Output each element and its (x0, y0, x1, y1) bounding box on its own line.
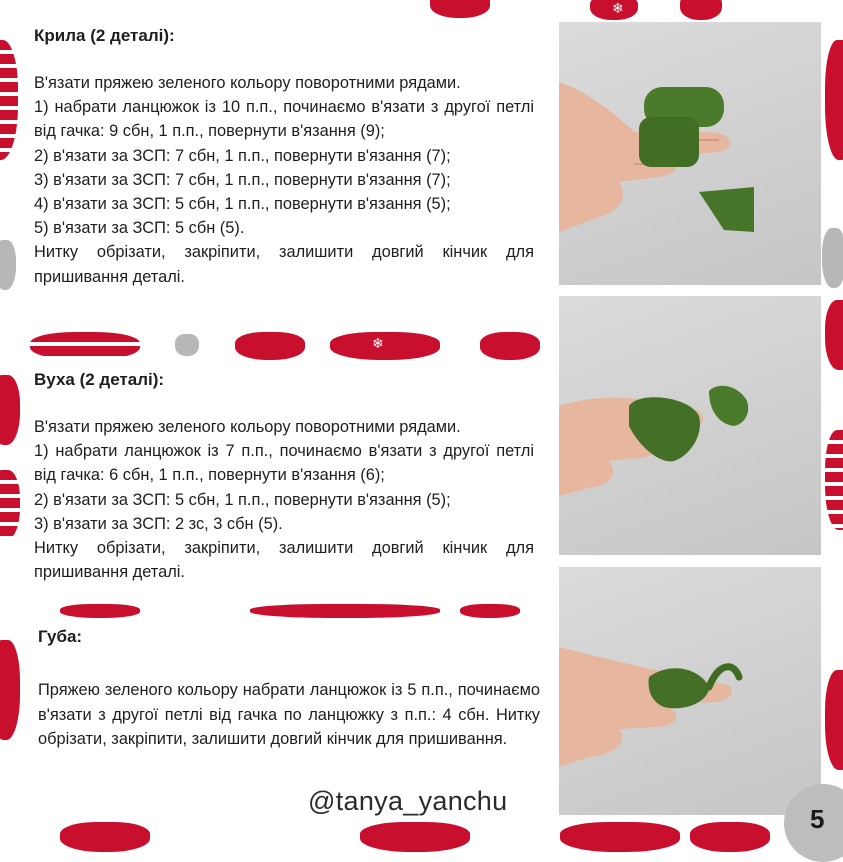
mug-decoration (460, 604, 520, 618)
lip-title: Губа: (38, 627, 83, 646)
mitten-decoration (0, 375, 20, 445)
mitten-decoration (560, 822, 680, 852)
mitten-decoration (430, 0, 490, 18)
mitten-decoration (0, 470, 20, 540)
mitten-decoration (60, 604, 140, 618)
mitten-decoration (825, 430, 843, 530)
instruction-line: Нитку обрізати, закріпити, залишити довгий кінчик для пришивання деталі. (34, 243, 534, 286)
instruction-line: Нитку обрізати, закріпити, залишити довгий кінчик для пришивання деталі. (34, 539, 534, 582)
ear-photo (559, 296, 821, 555)
instruction-line: 4) в'язати за ЗСП: 5 сбн, 1 п.п., повернути в'язання (5); (34, 195, 451, 214)
instruction-line: 5) в'язати за ЗСП: 5 сбн (5). (34, 219, 245, 238)
mitten-decoration (690, 822, 770, 852)
hand-holding-wings-illustration (559, 22, 821, 285)
sweater-decoration (250, 604, 440, 618)
ear-section (23, 362, 546, 602)
lip-instructions (38, 678, 540, 752)
mitten-decoration (0, 640, 20, 740)
instruction-line: 1) набрати ланцюжок із 10 п.п., починаємо в'язати з другої петлі від гачка: 9 сбн, 1 п.п., повернути в'язання (9); (34, 98, 534, 141)
mitten-decoration (60, 822, 150, 852)
instruction-line: 2) в'язати за ЗСП: 5 сбн, 1 п.п., повернути в'язання (5); (34, 490, 451, 509)
snowflake-icon: ❄ (612, 1, 624, 17)
instruction-line: 3) в'язати за ЗСП: 2 зс, 3 сбн (5). (34, 514, 283, 533)
lip-photo (559, 567, 821, 815)
sweater-decoration (30, 332, 140, 360)
leaf-decoration (822, 228, 843, 288)
instruction-line: 1) набрати ланцюжок із 7 п.п., починаємо в'язати з другої петлі від гачка: 6 сбн, 1 п.п., повернути в'язання (6); (34, 442, 534, 485)
mug-decoration (480, 332, 540, 360)
page-number: 5 (810, 804, 825, 834)
wings-instructions (34, 71, 534, 289)
wings-title: Крила (2 деталі): (34, 26, 175, 45)
instruction-line: В'язати пряжею зеленого кольору поворотними рядами. (34, 74, 461, 92)
mitten-decoration (825, 670, 843, 770)
ear-title: Вуха (2 деталі): (34, 370, 165, 389)
snowflake-icon: ❄ (372, 336, 384, 352)
mitten-decoration (825, 300, 843, 370)
author-handle: @tanya_yanchu (308, 786, 508, 816)
wings-section (23, 20, 546, 330)
leaf-decoration (175, 334, 199, 356)
leaf-decoration (0, 240, 16, 290)
lip-section (27, 618, 546, 813)
wings-photo (559, 22, 821, 285)
ear-instructions (34, 415, 534, 584)
instruction-line: 2) в'язати за ЗСП: 7 сбн, 1 п.п., повернути в'язання (7); (34, 146, 451, 165)
instruction-line: В'язати пряжею зеленого кольору поворотними рядами. (34, 418, 461, 436)
mitten-decoration (825, 40, 843, 160)
hand-holding-ear-illustration (559, 296, 821, 555)
mitten-decoration (0, 40, 18, 160)
mug-decoration (330, 332, 440, 360)
mitten-decoration (680, 0, 722, 20)
instruction-line: 3) в'язати за ЗСП: 7 сбн, 1 п.п., повернути в'язання (7); (34, 170, 451, 189)
mitten-decoration (235, 332, 305, 360)
instruction-line: Пряжею зеленого кольору набрати ланцюжок із 5 п.п., починаємо в'язати з другої петлі від гачка по ланцюжку з п.п.: 4 сбн. Нитку обрізати, закріпити, залишити довгий кінчик для пришивання. (38, 681, 540, 748)
hand-holding-lip-illustration (559, 567, 821, 815)
mitten-decoration (360, 822, 470, 852)
